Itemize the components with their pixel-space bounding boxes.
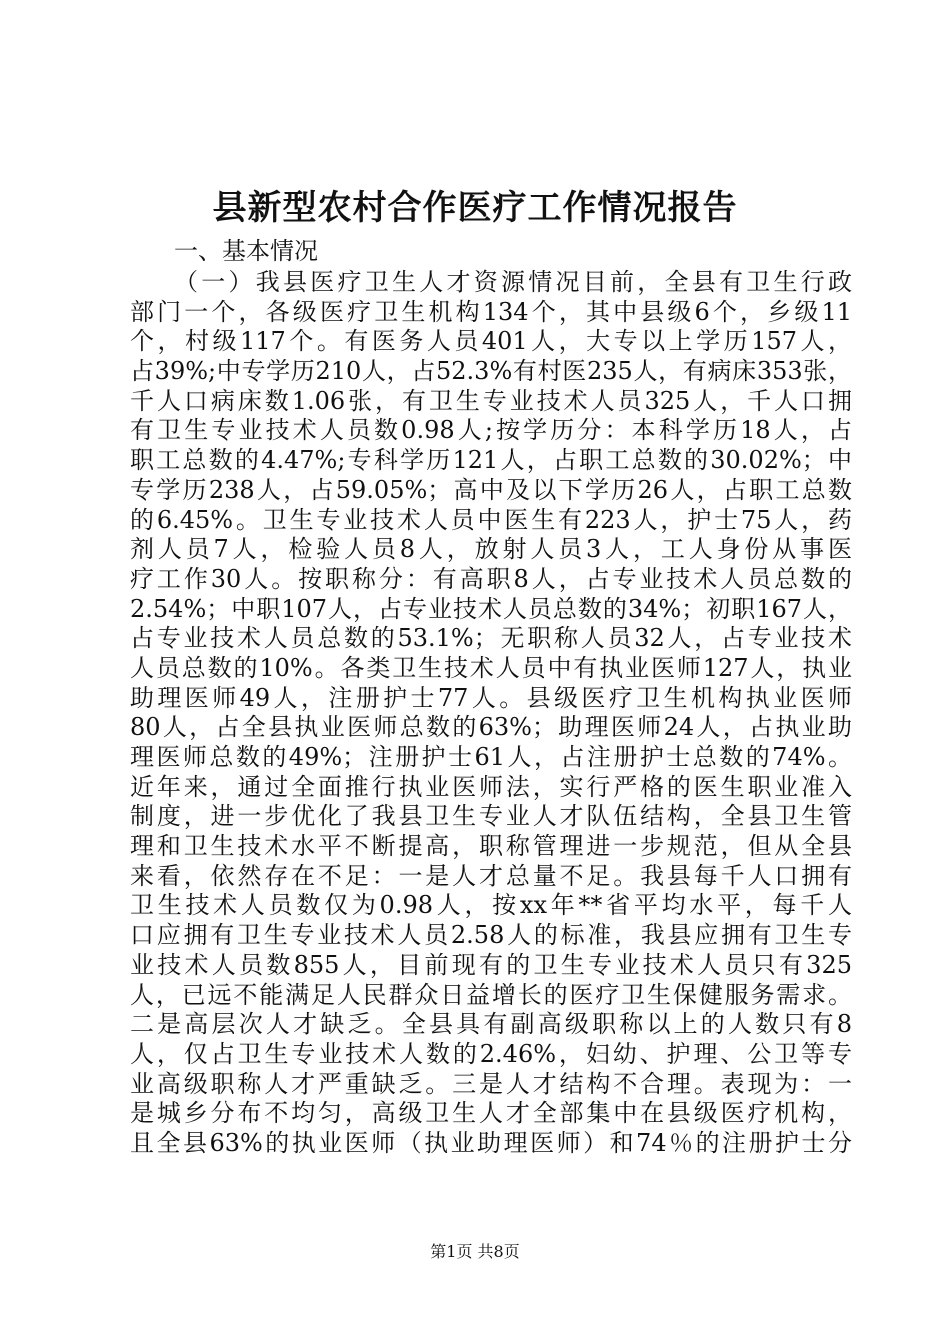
text-line: 人员总数的10%。各类卫生技术人员中有执业医师127人，执业	[130, 653, 852, 682]
text-line: 来看，依然存在不足：一是人才总量不足。我县每千人口拥有	[130, 861, 852, 890]
text-line: 80人，占全县执业医师总数的63%；助理医师24人，占执业助	[130, 713, 852, 742]
text-line: 卫生技术人员数仅为0.98人，按xx年**省平均水平，每千人	[130, 891, 852, 920]
text-line: 部门一个，各级医疗卫生机构134个，其中县级6个，乡级11	[130, 297, 852, 326]
text-line: 千人口病床数1.06张，有卫生专业技术人员325人，千人口拥	[130, 386, 852, 415]
text-line: 2.54%；中职107人，占专业技术人员总数的34%；初职167人，	[130, 594, 852, 623]
text-line: 疗工作30人。按职称分：有高职8人，占专业技术人员总数的	[130, 564, 852, 593]
text-line: 有卫生专业技术人员数0.98人;按学历分：本科学历18人，占	[130, 416, 852, 445]
text-line: 的6.45%。卫生专业技术人员中医生有223人，护士75人，药	[130, 505, 852, 534]
text-line: 剂人员7人，检验人员8人，放射人员3人，工人身份从事医	[130, 535, 852, 564]
text-line: 专学历238人，占59.05%；高中及以下学历26人，占职工总数	[130, 475, 852, 504]
text-line: 近年来，通过全面推行执业医师法，实行严格的医生职业准入	[130, 772, 852, 801]
text-line: 占39%;中专学历210人，占52.3%有村医235人，有病床353张，	[130, 357, 852, 386]
document-title: 县新型农村合作医疗工作情况报告	[212, 188, 738, 228]
body-paragraph	[130, 268, 852, 1159]
section-heading: 一、基本情况	[174, 237, 318, 265]
text-line: 业技术人员数855人，目前现有的卫生专业技术人员只有325	[130, 950, 852, 979]
text-line: 人，已远不能满足人民群众日益增长的医疗卫生保健服务需求。	[130, 980, 852, 1009]
text-line: 个，村级117个。有医务人员401人，大专以上学历157人，	[130, 327, 852, 356]
text-line: 是城乡分布不均匀，高级卫生人才全部集中在县级医疗机构，	[130, 1099, 852, 1128]
text-line: 职工总数的4.47%;专科学历121人，占职工总数的30.02%；中	[130, 446, 852, 475]
text-line: （一）我县医疗卫生人才资源情况目前，全县有卫生行政	[174, 268, 852, 296]
text-line: 理医师总数的49%；注册护士61人，占注册护士总数的74%。	[130, 743, 852, 771]
page-footer: 第1页 共8页	[430, 1242, 520, 1261]
text-line: 占专业技术人员总数的53.1%；无职称人员32人，占专业技术	[130, 624, 852, 653]
text-line: 二是高层次人才缺乏。全县具有副高级职称以上的人数只有8	[130, 1010, 852, 1039]
text-line: 人，仅占卫生专业技术人数的2.46%，妇幼、护理、公卫等专	[130, 1039, 852, 1068]
text-line: 且全县63%的执业医师（执业助理医师）和74％的注册护士分	[130, 1128, 852, 1157]
text-line: 制度，进一步优化了我县卫生专业人才队伍结构，全县卫生管	[130, 802, 852, 831]
text-line: 业高级职称人才严重缺乏。三是人才结构不合理。表现为：一	[130, 1069, 852, 1098]
text-line: 口应拥有卫生专业技术人员2.58人的标准，我县应拥有卫生专	[130, 921, 852, 950]
text-line: 理和卫生技术水平不断提高，职称管理进一步规范，但从全县	[130, 832, 852, 861]
text-line: 助理医师49人，注册护士77人。县级医疗卫生机构执业医师	[130, 683, 852, 712]
